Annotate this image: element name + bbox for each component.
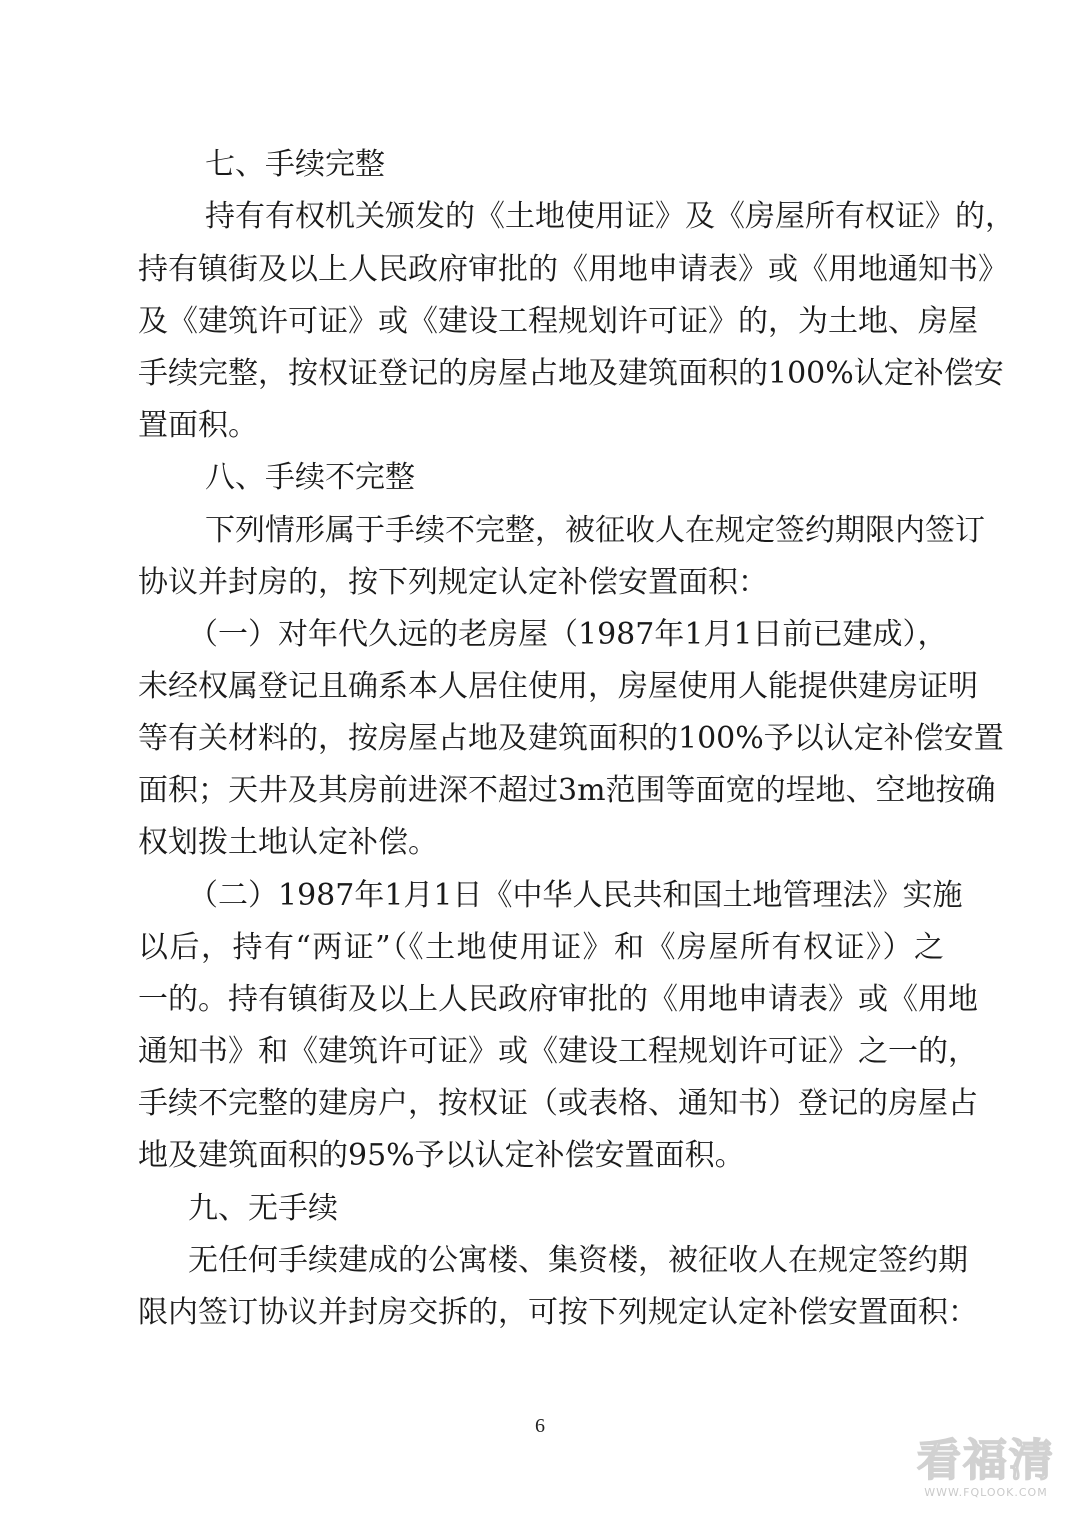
section-heading-9: 九、无手续 — [188, 1191, 338, 1226]
paragraph-line: 手续完整，按权证登记的房屋占地及建筑面积的100%认定补偿安 — [138, 356, 1004, 391]
section-heading-7: 七、手续完整 — [205, 147, 385, 182]
list-item-2-line: 通知书》和《建筑许可证》或《建设工程规划许可证》之一的， — [138, 1034, 978, 1069]
paragraph-line: 下列情形属于手续不完整，被征收人在规定签约期限内签订 — [205, 513, 985, 548]
paragraph-line: 置面积。 — [138, 408, 258, 443]
list-item-2-line: 地及建筑面积的95%予以认定补偿安置面积。 — [138, 1138, 745, 1173]
list-item-2-line: 手续不完整的建房户，按权证（或表格、通知书）登记的房屋占 — [138, 1086, 978, 1121]
watermark-logo — [916, 1436, 1056, 1499]
paragraph-line: 持有镇街及以上人民政府审批的《用地申请表》或《用地通知书》 — [138, 252, 1008, 287]
paragraph-line: 及《建筑许可证》或《建设工程规划许可证》的，为土地、房屋 — [138, 304, 978, 339]
section-heading-8: 八、手续不完整 — [205, 460, 415, 495]
watermark-text: 看福清 — [917, 1435, 1055, 1486]
watermark-url: WWW.FQLOOK.COM — [924, 1486, 1048, 1499]
page-number: 6 — [535, 1415, 545, 1437]
paragraph-line: 协议并封房的，按下列规定认定补偿安置面积： — [138, 565, 768, 600]
paragraph-line: 持有有权机关颁发的《土地使用证》及《房屋所有权证》的， — [205, 199, 1015, 234]
list-item-1-line: （一）对年代久远的老房屋（1987年1月1日前已建成）， — [188, 617, 948, 652]
list-item-2-line: （二）1987年1月1日《中华人民共和国土地管理法》实施 — [188, 878, 963, 913]
list-item-2-line: 一的。持有镇街及以上人民政府审批的《用地申请表》或《用地 — [138, 982, 978, 1017]
list-item-1-line: 等有关材料的，按房屋占地及建筑面积的100%予以认定补偿安置 — [138, 721, 1004, 756]
list-item-2-line: 以后，持有“两证”（《土地使用证》和《房屋所有权证》）之 — [138, 930, 944, 965]
paragraph-line: 限内签订协议并封房交拆的，可按下列规定认定补偿安置面积： — [138, 1295, 978, 1330]
list-item-1-line: 面积；天井及其房前进深不超过3m范围等面宽的埕地、空地按确 — [138, 773, 996, 808]
list-item-1-line: 权划拨土地认定补偿。 — [138, 825, 438, 860]
paragraph-line: 无任何手续建成的公寓楼、集资楼，被征收人在规定签约期 — [188, 1243, 968, 1278]
list-item-1-line: 未经权属登记且确系本人居住使用，房屋使用人能提供建房证明 — [138, 669, 978, 704]
